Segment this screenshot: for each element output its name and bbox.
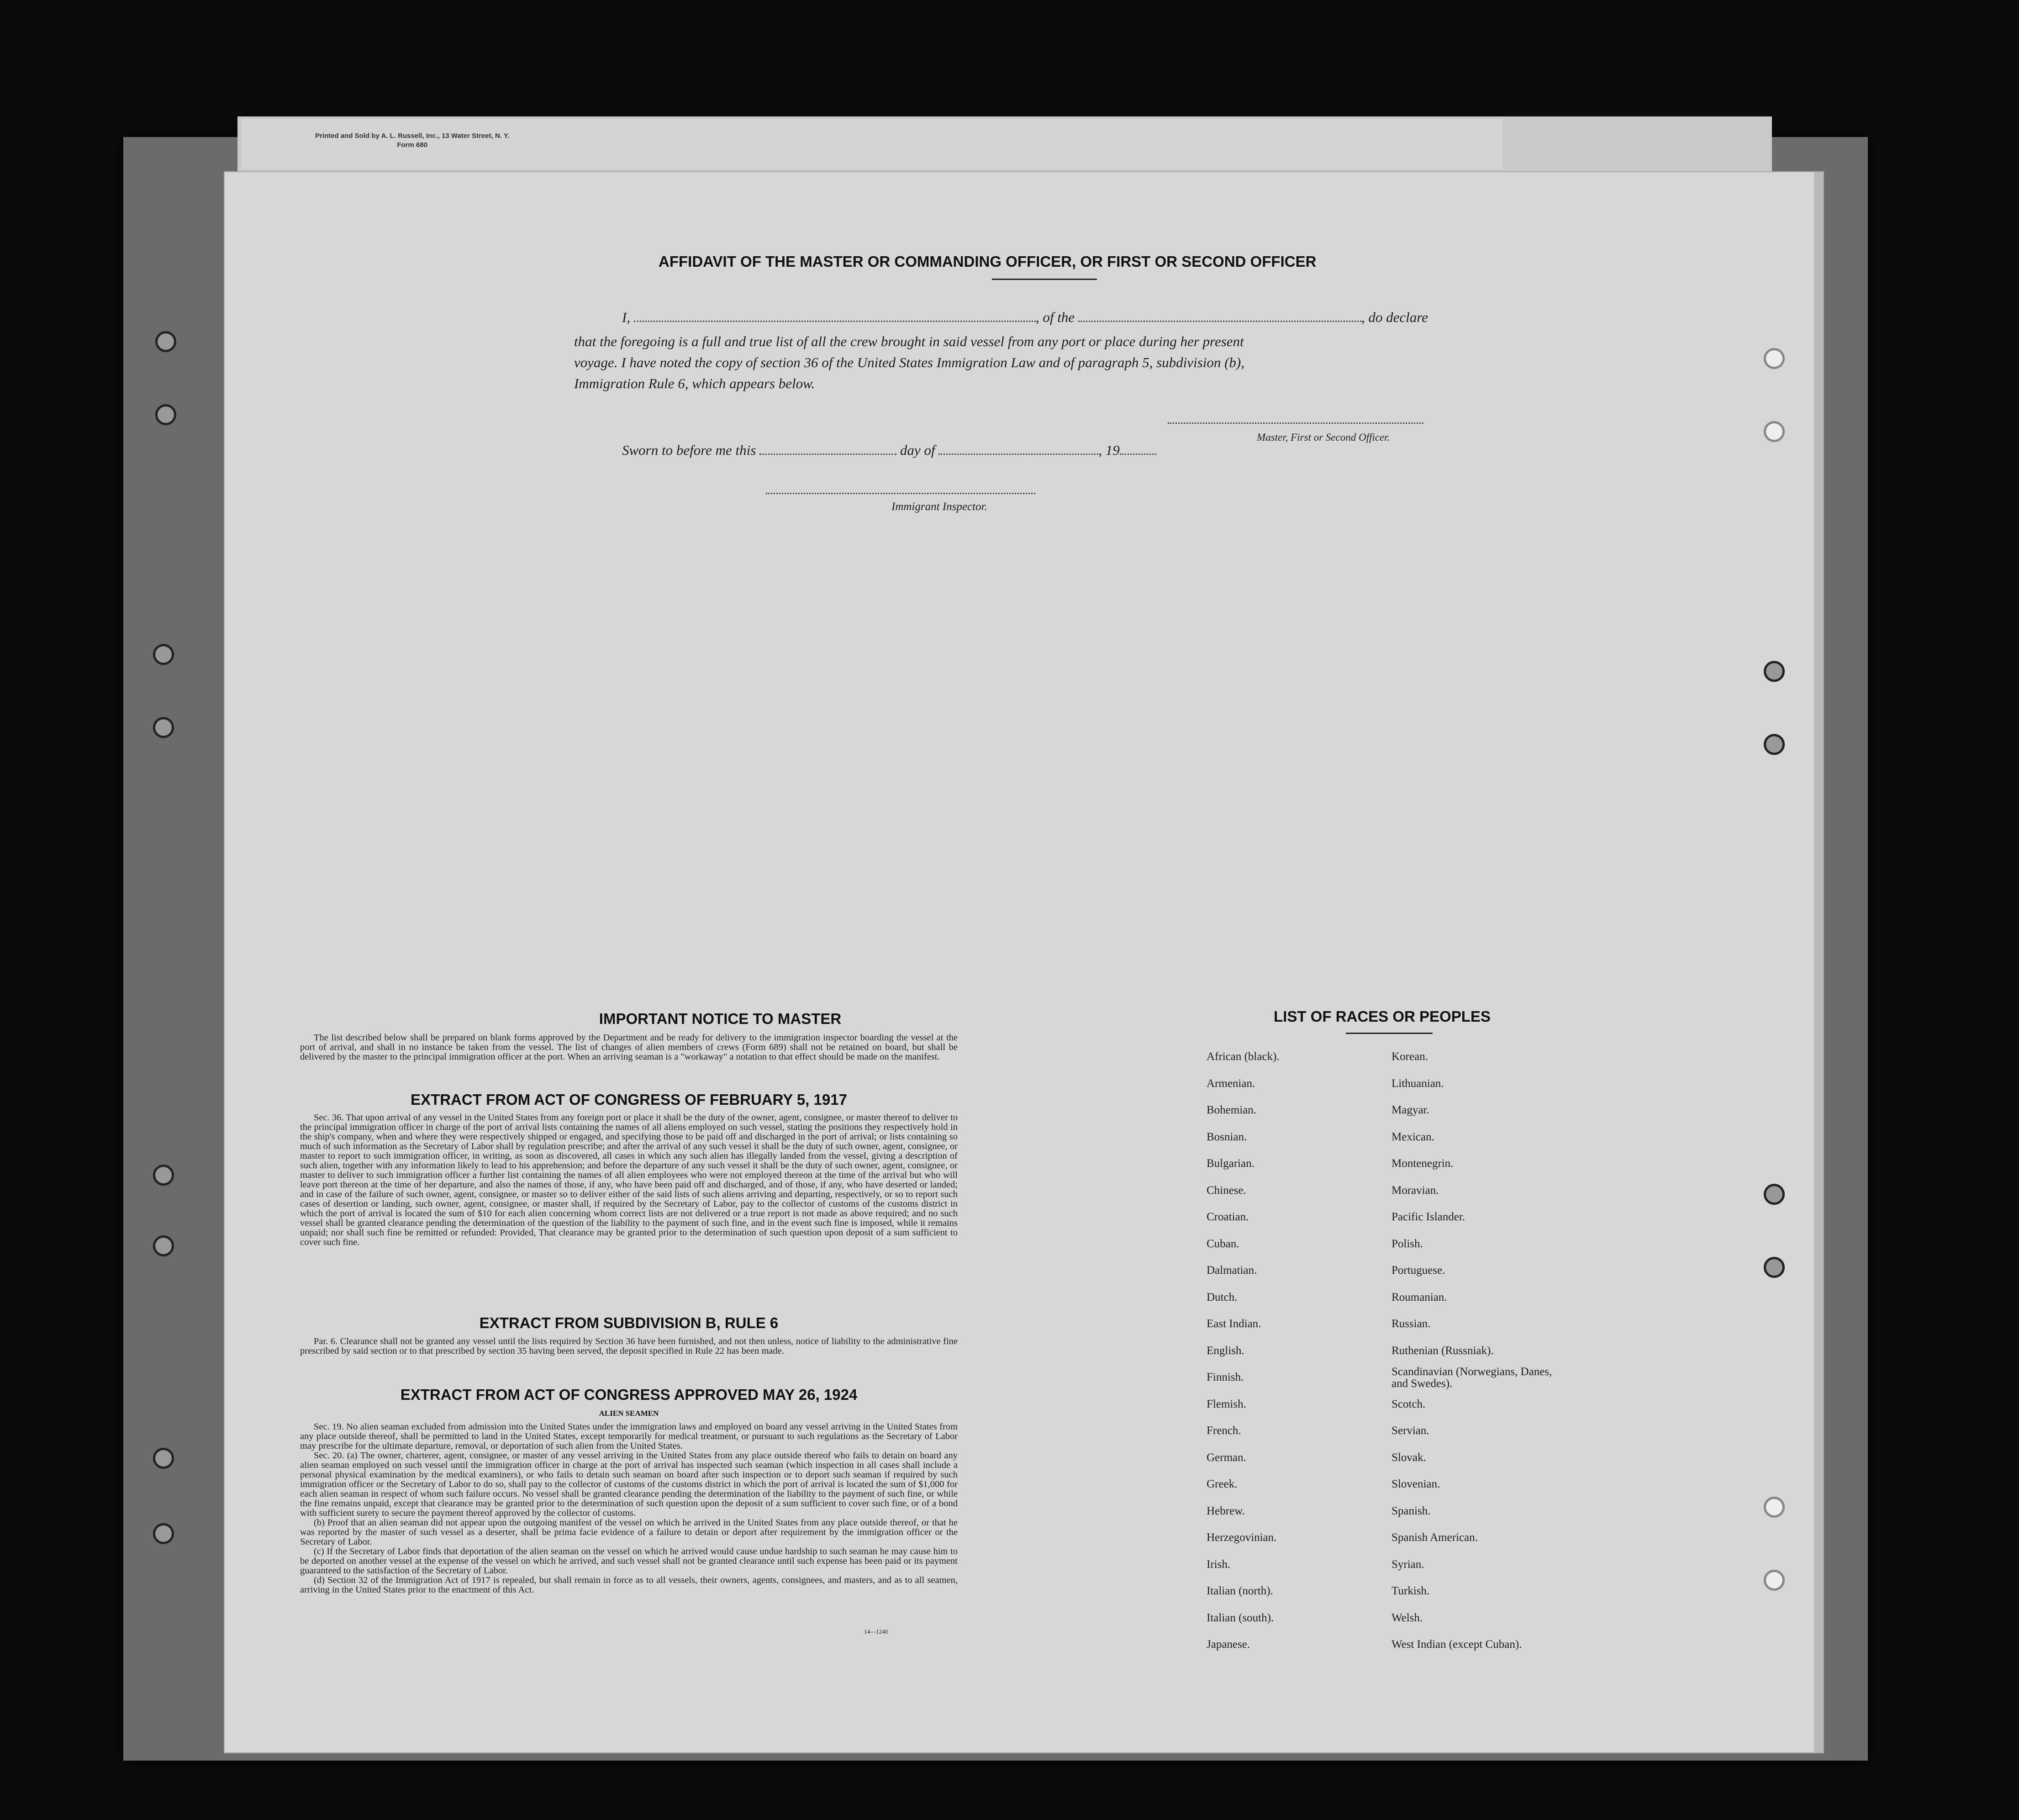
race-item: Servian. [1392, 1424, 1429, 1437]
par-6-text: Par. 6. Clearance shall not be granted any vessel until the lists required by Section 36 have been furnished, and not then unless, notice of liability to the administrative fine prescribed by said section or to that prescribed by section 35 having been served, the deposit specified in Rule 22 has been made. [300, 1336, 958, 1356]
i-label: I, [622, 309, 631, 325]
race-item: Greek. [1207, 1478, 1238, 1490]
extract-rule6-title: EXTRACT FROM SUBDIVISION B, RULE 6 [479, 1314, 779, 1331]
inspector-label: Immigrant Inspector. [891, 501, 987, 513]
vessel-blank [1078, 311, 1361, 322]
master-signature-label: Master, First or Second Officer. [1257, 432, 1390, 443]
imprint-line2: Form 680 [397, 141, 428, 149]
do-declare-label: , do declare [1361, 309, 1428, 325]
binder-hole-icon [1764, 1184, 1785, 1205]
race-item: Magyar. [1392, 1104, 1429, 1116]
binder-hole-icon [1764, 1497, 1785, 1518]
race-item: Welsh. [1392, 1611, 1423, 1624]
race-item: Scotch. [1392, 1398, 1426, 1410]
race-item: Mexican. [1392, 1130, 1434, 1143]
title-rule [992, 279, 1097, 280]
printer-imprint [315, 132, 509, 150]
race-item: Moravian. [1392, 1184, 1439, 1197]
race-item: Turkish. [1392, 1585, 1430, 1597]
binder-hole-icon [1764, 348, 1785, 369]
race-item: Bulgarian. [1207, 1157, 1255, 1170]
binder-hole-icon [155, 331, 176, 352]
race-item: Flemish. [1207, 1398, 1246, 1410]
sec-20c-text: (c) If the Secretary of Labor finds that deportation of the alien seaman on the vessel on which he arrived would cause undue hardship to such seaman he may cause him to be deported on another vessel at the expense of the vessel on which he arrived, and such vessel shall not be granted clearance until such expense has been paid or its payment guaranteed to the satisfaction of the Secretary of Labor. [300, 1546, 958, 1576]
sec-20b-text: (b) Proof that an alien seaman did not appear upon the outgoing manifest of the vessel on which he arrived in the United States from any place outside thereof, or that he was reported by the master of such vessel as a deserter, shall be prima facie evidence of a failure to detain or deport after requirement by the immigration officer or the Secretary of Labor. [300, 1518, 958, 1547]
imprint-line1: Printed and Sold by A. L. Russell, Inc., 13 Water Street, N. Y. [315, 132, 510, 140]
sec-20d-text: (d) Section 32 of the Immigration Act of 1917 is repealed, but shall remain in force as to all vessels, their owners, agents, consignees, and masters, and as to all seamen, arriving in the United States prior to the enactment of this Act. [300, 1575, 958, 1595]
notice-body [300, 1033, 958, 1062]
race-item: Korean. [1392, 1050, 1428, 1063]
race-item: Dutch. [1207, 1291, 1238, 1303]
sworn-day-blank [759, 444, 896, 455]
race-item: Finnish. [1207, 1371, 1244, 1383]
races-title: LIST OF RACES OR PEOPLES [1274, 1008, 1491, 1025]
race-item: German. [1207, 1451, 1246, 1464]
races-rule [1346, 1033, 1433, 1034]
race-item: Pacific Islander. [1392, 1211, 1465, 1223]
binder-hole-icon [1764, 1570, 1785, 1591]
race-item: Spanish. [1392, 1504, 1431, 1517]
race-item: English. [1207, 1344, 1244, 1357]
affidavit-line1 [622, 307, 1428, 328]
race-item: West Indian (except Cuban). [1392, 1638, 1522, 1651]
race-item: Russian. [1392, 1318, 1431, 1330]
race-item: Scandinavian (Norwegians, Danes, and Swedes). [1392, 1366, 1552, 1390]
year-label: , 19 [1098, 442, 1120, 458]
section-36-text: Sec. 36. That upon arrival of any vessel in the United States from any foreign port or place it shall be the duty of the owner, agent, consignee, or master thereof to deliver to the principal immigration officer in charge of the port of arrival lists containing the names of all aliens employed on such vessel, stating the positions they respectively hold in the ship's company, when and where they were respectively shipped or engaged, and specifying those to be paid off and discharged in the port of arrival; or lists containing so much of such information as the Secretary of Labor shall by regulation prescribe; and after the arrival of any such vessel it shall be the duty of such owner, agent, consignee, or master to report to such immigration officer, in writing, as soon as discovered, all cases in which any such alien has illegally landed from the vessel, giving a description of such alien, together with any information likely to lead to his apprehension; and before the departure of any such vessel it shall be the duty of such owner, agent, consignee, or master to deliver to such immigration officer a further list containing the names of all alien employees who were not employed thereon at the time of the arrival but who will leave port thereon at the time of her departure, and also the names of those, if any, who have been paid off and discharged, and of those, if any, who have deserted or landed; and in case of the failure of such owner, agent, consignee, or master so to deliver either of the said lists of such aliens arriving and departing, respectively, or so to report such cases of desertion or landing, such owner, agent, consignee, or master shall, if required by the Secretary of Labor, pay to the collector of customs of the customs district in which the port of arrival is located the sum of $10 for each alien concerning whom correct lists are not delivered or a true report is not made as above required; and no such vessel shall be granted clearance pending the determination of the question of the liability to the payment of such fine, and in the event such fine is imposed, while it remains unpaid; nor shall such fine be remitted or refunded: Provided, That clearance may be granted prior to the determination of such question upon deposit of a sum sufficient to cover such fine. [300, 1113, 958, 1247]
affidavit-line3: voyage. I have noted the copy of section 36 of the United States Immigration Law and of paragraph 5, subdivision (b), [574, 354, 1244, 370]
name-blank [634, 311, 1036, 322]
binder-hole-icon [1764, 734, 1785, 755]
race-item: Slovak. [1392, 1451, 1426, 1464]
affidavit-line2: that the foregoing is a full and true list of all the crew brought in said vessel from any port or place during her present [574, 333, 1244, 349]
affidavit-line4: Immigration Rule 6, which appears below. [574, 375, 815, 391]
binder-hole-icon [153, 1523, 174, 1544]
extract-1924-subtitle: ALIEN SEAMEN [599, 1409, 659, 1418]
of-the-label: , of the [1035, 309, 1075, 325]
race-item: Chinese. [1207, 1184, 1246, 1197]
extract-1924-body [300, 1422, 958, 1595]
day-of-label: day of [900, 442, 935, 458]
sec-19-text: Sec. 19. No alien seaman excluded from admission into the United States under the immigration laws and employed on board any vessel arriving in the United States from any place outside thereof, shall be permitted to land in the United States, except temporarily for medical treatment, or pursuant to such regulations as the Secretary of Labor may prescribe for the ultimate departure, removal, or deportation of such alien from the United States. [300, 1422, 958, 1451]
page-edge [1814, 172, 1823, 1752]
race-item: Japanese. [1207, 1638, 1250, 1651]
race-item: Bosnian. [1207, 1130, 1247, 1143]
race-item: Portuguese. [1392, 1264, 1445, 1277]
race-item: Bohemian. [1207, 1104, 1257, 1116]
race-item: Montenegrin. [1392, 1157, 1454, 1170]
race-item: Dalmatian. [1207, 1264, 1257, 1277]
race-item: Italian (north). [1207, 1585, 1273, 1597]
race-item: Spanish American. [1392, 1531, 1478, 1544]
race-item: Armenian. [1207, 1077, 1255, 1090]
affidavit-page [224, 171, 1824, 1753]
notice-title: IMPORTANT NOTICE TO MASTER [599, 1010, 842, 1027]
binder-hole-icon [1764, 1257, 1785, 1278]
extract-1924-title: EXTRACT FROM ACT OF CONGRESS APPROVED MAY 26, 1924 [400, 1386, 858, 1403]
race-item: Ruthenian (Russniak). [1392, 1344, 1494, 1357]
race-item: Herzegovinian. [1207, 1531, 1277, 1544]
race-item: Slovenian. [1392, 1478, 1440, 1490]
binder-hole-icon [153, 644, 174, 665]
binder-hole-icon [153, 717, 174, 738]
sec-20a-text: Sec. 20. (a) The owner, charterer, agent, consignee, or master of any vessel arriving in the United States from any place outside thereof who fails to detain on board any alien seaman employed on such vessel until the immigration officer in charge at the port of arrival has inspected such seaman (which inspection in all cases shall include a personal physical examination by the medical examiners), or who fails to detain such seaman on board after such inspection or to deport such seaman if required by such immigration officer or the Secretary of Labor to do so, shall pay to the collector of customs of the customs district in which the port of arrival is located the sum of $1,000 for each alien seaman in respect of whom such failure occurs. No vessel shall be granted clearance pending the determination of the liability to the payment of such fine, or while the fine remains unpaid, except that clearance may be granted prior to the determination of such question upon the deposit of a sum sufficient to cover such fine, or of a bond with sufficient surety to secure the payment thereof approved by the collector of customs. [300, 1451, 958, 1518]
race-item: Italian (south). [1207, 1611, 1274, 1624]
races-col1 [1207, 1044, 1280, 1658]
master-signature-line [1168, 413, 1423, 424]
race-item: Syrian. [1392, 1558, 1424, 1571]
sworn-label: Sworn to before me this [622, 442, 756, 458]
extract-rule6-body [300, 1337, 958, 1356]
binder-hole-icon [153, 1235, 174, 1256]
binder-hole-icon [153, 1448, 174, 1469]
race-item: Hebrew. [1207, 1504, 1245, 1517]
sworn-line [622, 440, 1156, 461]
binder-hole-icon [153, 1165, 174, 1186]
sworn-month-blank [938, 444, 1098, 455]
extract-1917-title: EXTRACT FROM ACT OF CONGRESS OF FEBRUARY 5, 1917 [411, 1091, 847, 1108]
inspector-signature-line [766, 484, 1035, 494]
affidavit-title: AFFIDAVIT OF THE MASTER OR COMMANDING OFFICER, OR FIRST OR SECOND OFFICER [659, 253, 1317, 270]
sworn-year-blank [1120, 444, 1156, 455]
binder-hole-icon [155, 404, 176, 425]
race-item: Cuban. [1207, 1237, 1239, 1250]
races-col2 [1392, 1044, 1556, 1658]
race-item: Roumanian. [1392, 1291, 1447, 1303]
form-number: 14—1240 [864, 1628, 888, 1635]
extract-1917-body [300, 1113, 958, 1247]
race-item: Croatian. [1207, 1211, 1249, 1223]
race-item: Polish. [1392, 1237, 1423, 1250]
binder-hole-icon [1764, 661, 1785, 682]
race-item: Lithuanian. [1392, 1077, 1444, 1090]
race-item: East Indian. [1207, 1318, 1261, 1330]
notice-text: The list described below shall be prepared on blank forms approved by the Department and be ready for delivery to the immigration inspector boarding the vessel at the port of arrival, and shall in no instance be taken from the vessel. The list of changes of alien members of crews (Form 689) shall not be retained on board, but shall be delivered by the master to the principal immigration officer at the port. When an arriving seaman is a "workaway" a notation to that effect should be made on the manifest. [300, 1033, 958, 1062]
race-item: French. [1207, 1424, 1241, 1437]
race-item: Irish. [1207, 1558, 1231, 1571]
race-item: African (black). [1207, 1050, 1280, 1063]
binder-hole-icon [1764, 421, 1785, 442]
